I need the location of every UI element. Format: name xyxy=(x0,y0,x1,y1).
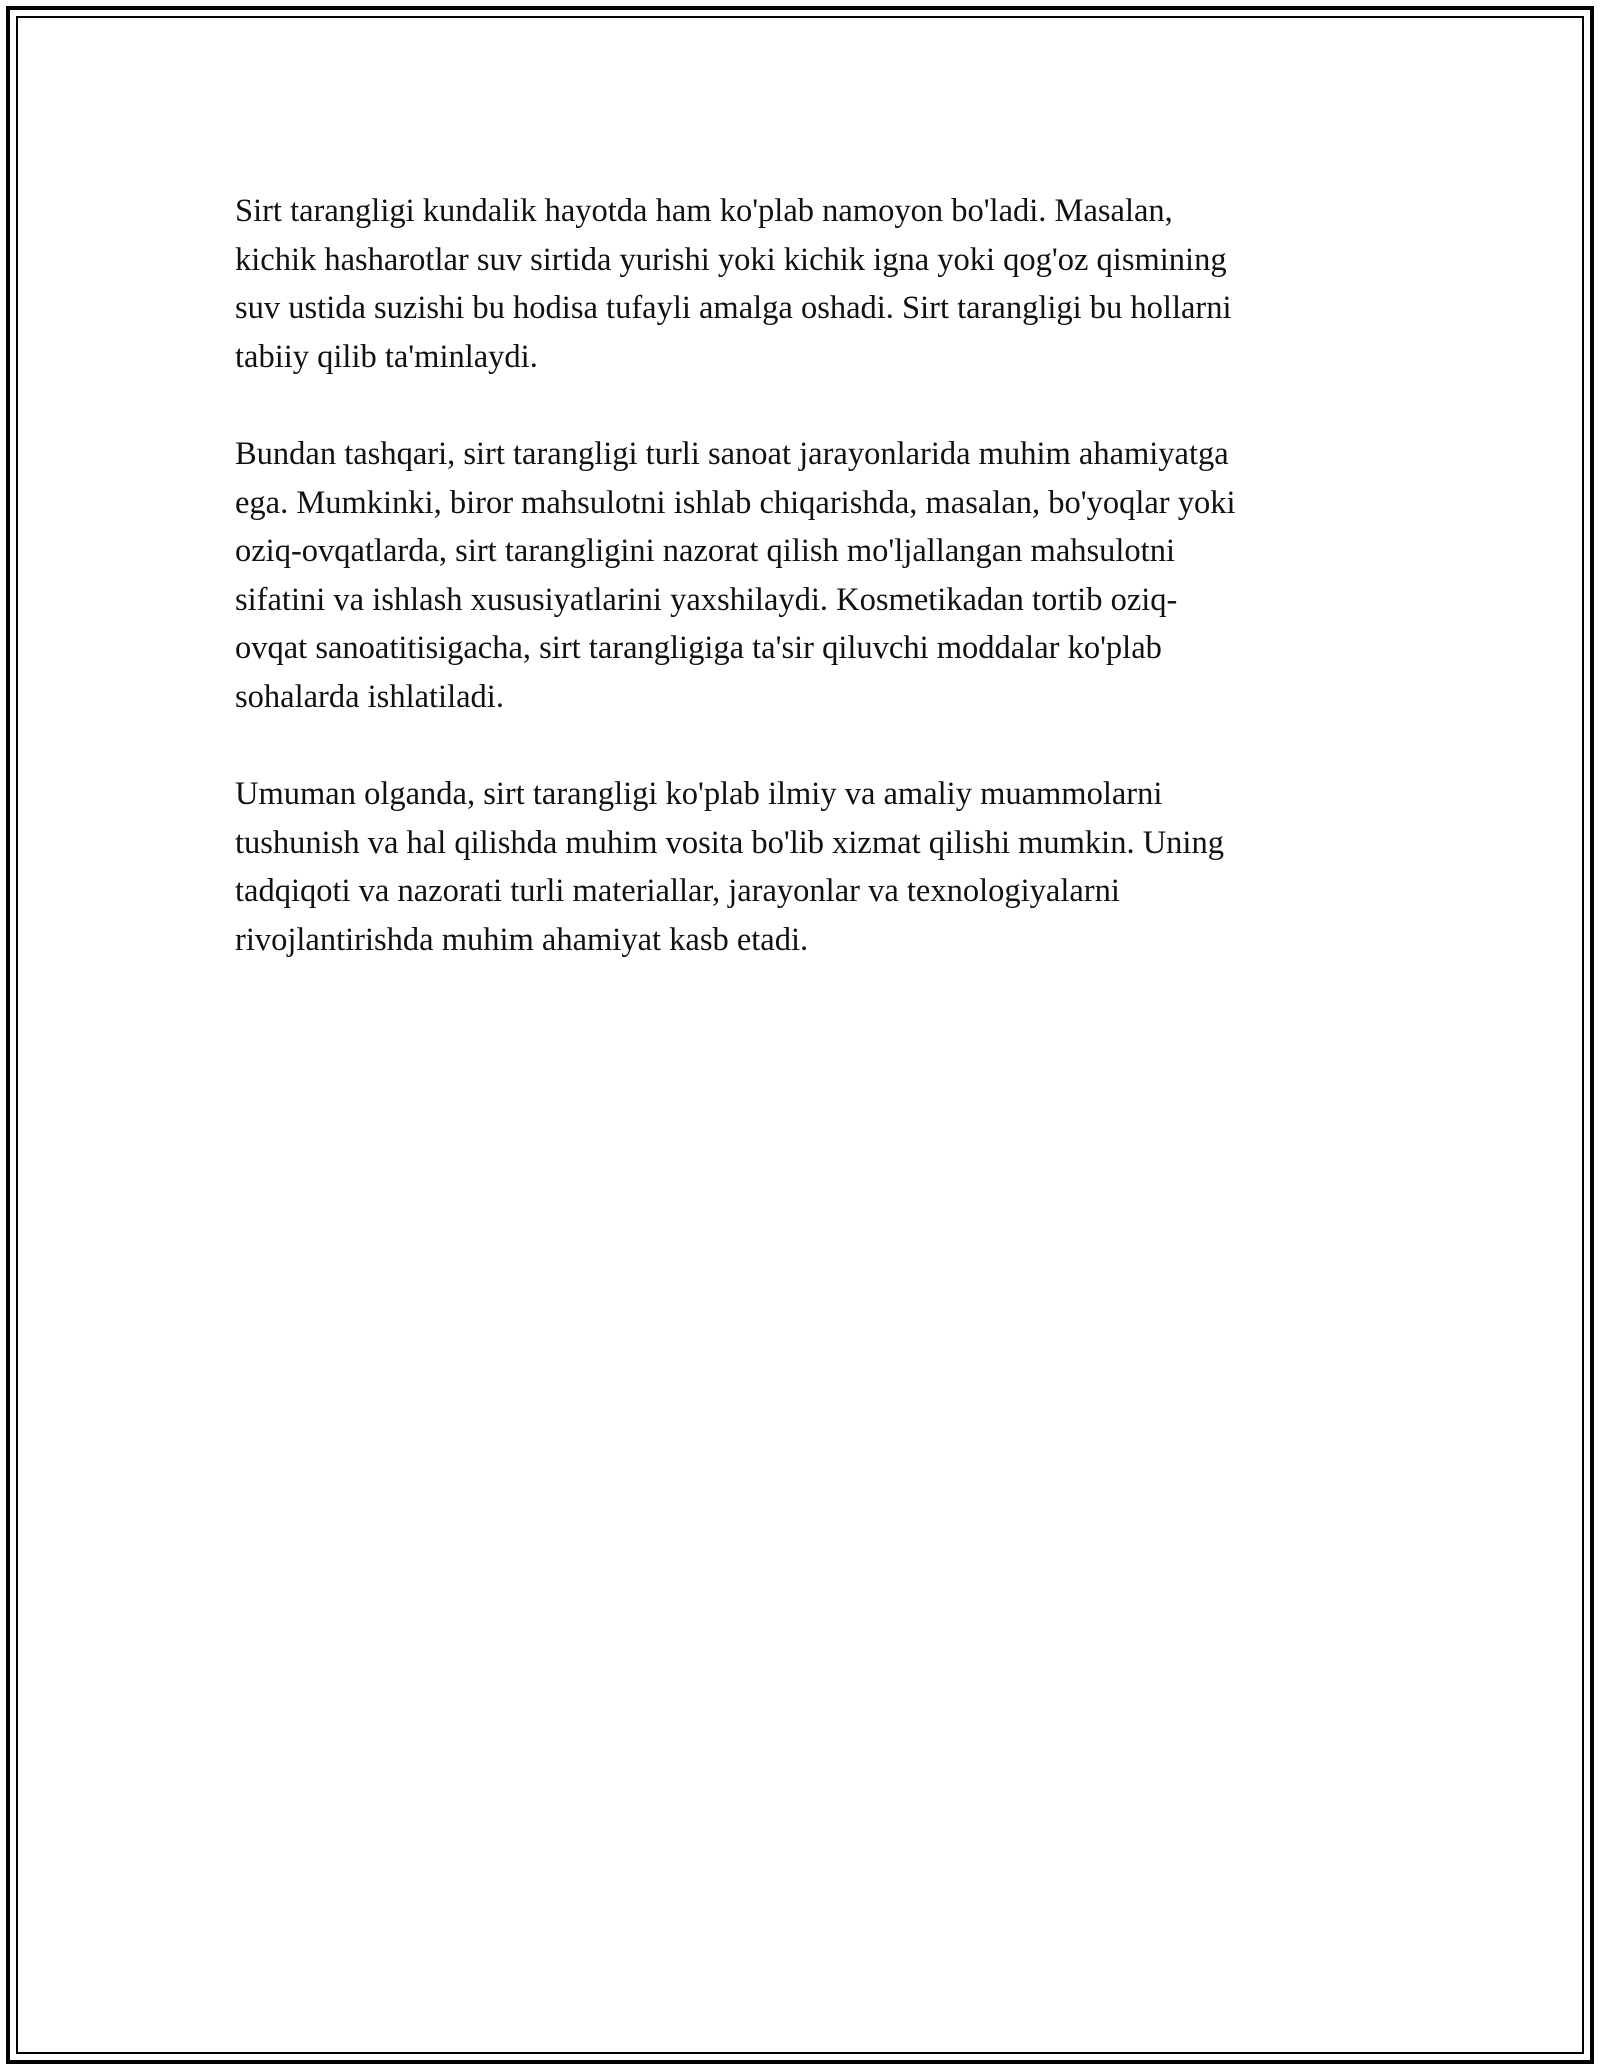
text-line: tushunish va hal qilishda muhim vosita bo'lib xizmat qilishi mumkin. Uning xyxy=(235,824,1224,861)
text-line: tabiiy qilib ta'minlaydi. xyxy=(235,338,538,375)
text-line: oziq-ovqatlarda, sirt tarangligini nazorat qilish mo'ljallangan mahsulotni xyxy=(235,533,1175,570)
text-line: suv ustida suzishi bu hodisa tufayli amalga oshadi. Sirt tarangligi bu hollarni xyxy=(235,290,1232,327)
text-line: ega. Mumkinki, biror mahsulotni ishlab chiqarishda, masalan, bo'yoqlar yoki xyxy=(235,484,1236,521)
text-line: Sirt tarangligi kundalik hayotda ham ko'plab namoyon bo'ladi. Masalan, xyxy=(235,193,1173,229)
document-body xyxy=(235,187,1375,1013)
text-line: Umuman olganda, sirt tarangligi ko'plab ilmiy va amaliy muammolarni xyxy=(235,776,1163,813)
text-line: tadqiqoti va nazorati turli materiallar, jarayonlar va texnologiyalarni xyxy=(235,873,1120,910)
paragraph-1 xyxy=(235,187,1375,381)
text-line: sohalarda ishlatiladi. xyxy=(235,678,504,715)
paragraph-2 xyxy=(235,430,1375,722)
text-line: kichik hasharotlar suv sirtida yurishi yoki kichik igna yoki qog'oz qismining xyxy=(235,241,1227,278)
paragraph-3 xyxy=(235,770,1375,964)
text-line: sifatini va ishlash xususiyatlarini yaxshilaydi. Kosmetikadan tortib oziq- xyxy=(235,581,1178,618)
text-line: rivojlantirishda muhim ahamiyat kasb etadi. xyxy=(235,921,809,958)
text-line: ovqat sanoatitisigacha, sirt tarangligiga ta'sir qiluvchi moddalar ko'plab xyxy=(235,630,1162,667)
text-line: Bundan tashqari, sirt tarangligi turli sanoat jarayonlarida muhim ahamiyatga xyxy=(235,435,1229,472)
